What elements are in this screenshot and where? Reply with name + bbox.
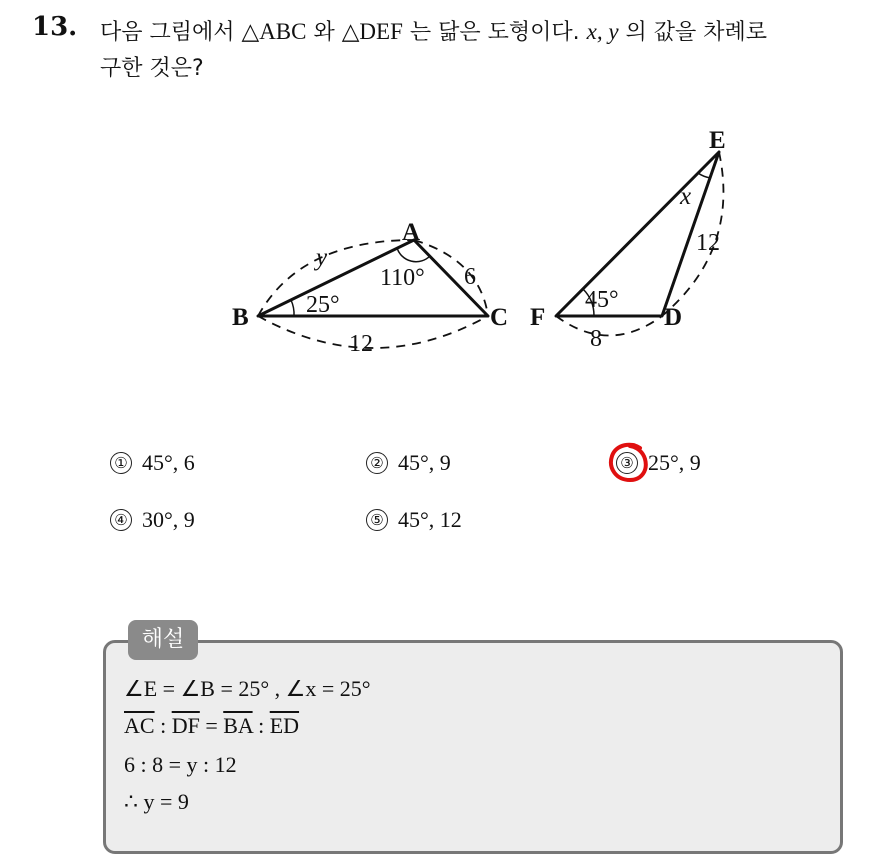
solution-line-3: 6 : 8 = y : 12 — [124, 752, 237, 777]
side-bc-label: 12 — [349, 331, 373, 357]
ratio-sep-2: : — [252, 713, 270, 738]
triangle-abc — [258, 240, 488, 348]
segment-ed: $\overline{ED}$ — [269, 713, 300, 738]
solution-tag: 해설 — [128, 620, 198, 660]
question-text-part4: 의 값을 차례로 — [618, 20, 768, 45]
answer-circle-mark — [606, 440, 650, 484]
segment-ac: $\overline{AC}$ — [124, 713, 155, 738]
vertex-a-label: A — [402, 219, 421, 246]
choice-3-number: ③ — [616, 452, 638, 474]
choice-4[interactable] — [110, 507, 195, 533]
vertex-e-label: E — [709, 127, 726, 154]
choice-1-text: 45°, 6 — [142, 450, 195, 475]
question-text-part2: 와 — [306, 20, 342, 45]
question-number: 13. — [32, 12, 78, 42]
vertex-f-label: F — [530, 304, 546, 331]
solution-box — [103, 640, 843, 854]
side-ab-label: y — [316, 244, 328, 271]
angle-b-label: 25° — [306, 292, 340, 318]
solution-line-2 — [124, 713, 299, 739]
choice-4-text: 30°, 9 — [142, 507, 195, 532]
question-text-part3: 는 닮은 도형이다. — [402, 20, 587, 45]
triangle-def-label: △DEF — [341, 19, 403, 44]
equals-sign: = — [199, 713, 224, 738]
side-ed-label: 12 — [696, 230, 720, 256]
side-ac-label: 6 — [464, 264, 476, 290]
choice-5-text: 45°, 12 — [398, 507, 462, 532]
choice-4-number: ④ — [110, 509, 132, 531]
side-fd-label: 8 — [590, 326, 602, 352]
angle-a-label: 110° — [380, 265, 425, 291]
variables-label: x, y — [586, 19, 619, 44]
solution-line-4: ∴ y = 9 — [124, 789, 189, 814]
angle-e-label: x — [680, 183, 692, 210]
vertex-d-label: D — [664, 304, 683, 331]
segment-df: $\overline{DF}$ — [171, 713, 200, 738]
similar-triangles-figure — [0, 0, 884, 420]
angle-f-label: 45° — [585, 287, 619, 313]
question-text-part1: 다음 그림에서 — [100, 20, 242, 45]
vertex-c-label: C — [490, 304, 509, 331]
vertex-b-label: B — [232, 304, 249, 331]
triangle-abc-label: △ABC — [241, 19, 307, 44]
choice-1-number: ① — [110, 452, 132, 474]
solution-line-1: ∠E = ∠B = 25° , ∠x = 25° — [124, 676, 371, 701]
choice-2-text: 45°, 9 — [398, 450, 451, 475]
ratio-sep-1: : — [154, 713, 172, 738]
choice-3-text: 25°, 9 — [648, 450, 701, 475]
choice-5-number: ⑤ — [366, 509, 388, 531]
choice-5[interactable] — [366, 507, 462, 533]
choice-1[interactable] — [110, 450, 195, 476]
choice-2[interactable] — [366, 450, 451, 476]
question-text-line2: 구한 것은? — [100, 56, 204, 81]
choice-2-number: ② — [366, 452, 388, 474]
segment-ba: $\overline{BA}$ — [223, 713, 253, 738]
